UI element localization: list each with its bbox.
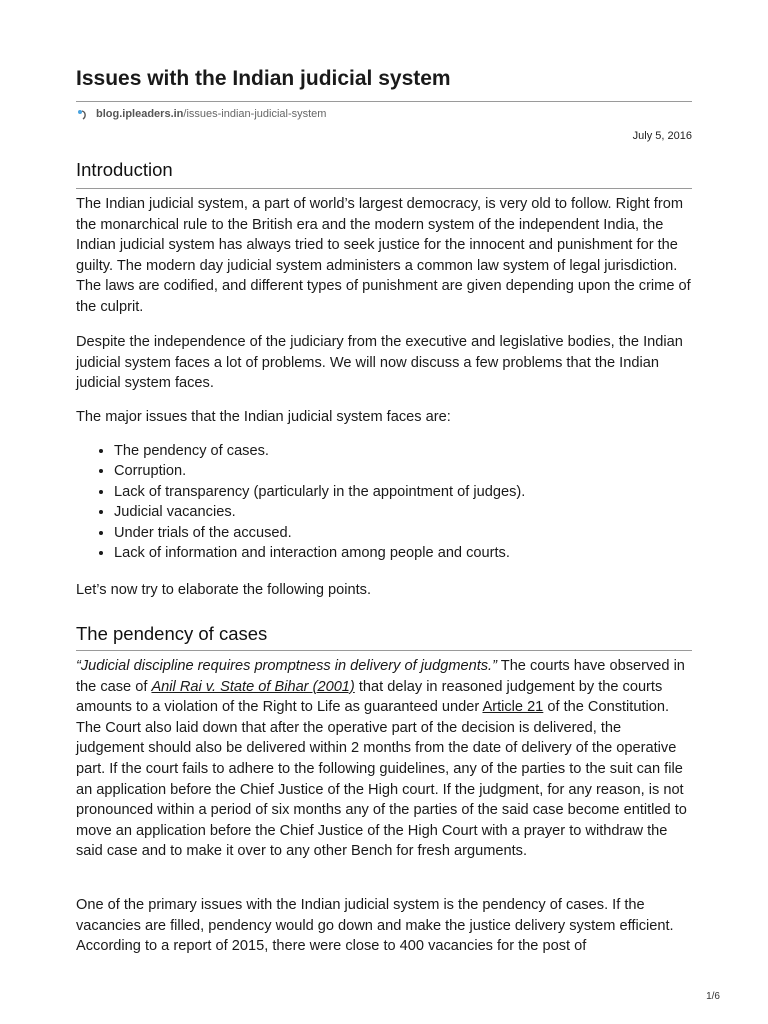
- title-divider: [76, 101, 692, 102]
- case-link[interactable]: Anil Rai v. State of Bihar (2001): [151, 678, 355, 695]
- issues-list: [76, 441, 692, 563]
- page-title: Issues with the Indian judicial system: [76, 67, 451, 90]
- link-icon: [76, 107, 90, 121]
- intro-paragraph-1: The Indian judicial system, a part of world’s largest democracy, is very old to follow. Right from the monarchical rule to the British era and the modern system of the independent India, the Indian judicial system has always tried to seek justice for the innocent and punishment for the guilty. The modern day judicial system administers a common law system of legal jurisdiction. The laws are codified, and different types of punishment are given depending upon the crime of the culprit.: [76, 196, 691, 315]
- source-path: /issues-indian-judicial-system: [183, 108, 327, 120]
- pendency-paragraph-2: One of the primary issues with the Indian judicial system is the pendency of cases. If the vacancies are filled, pendency would go down and make the justice delivery system efficient. According to a report of 2015, there were close to 400 vacancies for the post of: [76, 897, 674, 955]
- section-heading-introduction: Introduction: [76, 159, 173, 180]
- text-span: that delay in reasoned judgement by the courts amounts to a violation of the Right to Life as guaranteed under: [76, 678, 663, 716]
- list-item: • Lack of transparency (particularly in the appointment of judges).: [114, 482, 692, 502]
- list-item: • Under trials of the accused.: [114, 523, 692, 543]
- list-item: • The pendency of cases.: [114, 441, 692, 461]
- list-item: • Lack of information and interaction among people and courts.: [114, 543, 692, 563]
- section-divider: [76, 650, 692, 651]
- issues-list-intro: The major issues that the Indian judicial system faces are:: [76, 409, 451, 425]
- list-item: • Corruption.: [114, 461, 692, 481]
- list-item: • Judicial vacancies.: [114, 502, 692, 522]
- text-span: of the Constitution. The Court also laid down that after the operative part of the decision is delivered, the judgement should also be delivered within 2 months from the date of delivery of the operative part. If the court fails to adhere to the following guidelines, any of the parties to the suit can file an application before the Chief Justice of the High court. If the judgment, for any reason, is not pronounced within a period of six months any of the parties of the said case become entitled to move an application before the Chief Justice of the High Court with a prayer to withdraw the said case and to make it over to any other Bench for fresh arguments.: [76, 699, 687, 860]
- source-domain: blog.ipleaders.in: [96, 108, 184, 120]
- intro-paragraph-2: Despite the independence of the judiciary from the executive and legislative bodies, the Indian judicial system faces a lot of problems. We will now discuss a few problems that the Indian judicial system faces.: [76, 334, 683, 392]
- section-divider: [76, 188, 692, 189]
- closing-sentence: Let’s now try to elaborate the following points.: [76, 582, 372, 598]
- pendency-paragraph-1: [76, 656, 692, 862]
- section-heading-pendency: The pendency of cases: [76, 623, 268, 644]
- source-url[interactable]: [76, 107, 326, 121]
- quote: “Judicial discipline requires promptness in delivery of judgments.”: [76, 658, 497, 674]
- publish-date: July 5, 2016: [632, 130, 692, 142]
- page-number: 1/6: [706, 991, 720, 1002]
- article-link[interactable]: Article 21: [482, 699, 544, 716]
- text-span: The courts have observed in the case of: [76, 658, 685, 695]
